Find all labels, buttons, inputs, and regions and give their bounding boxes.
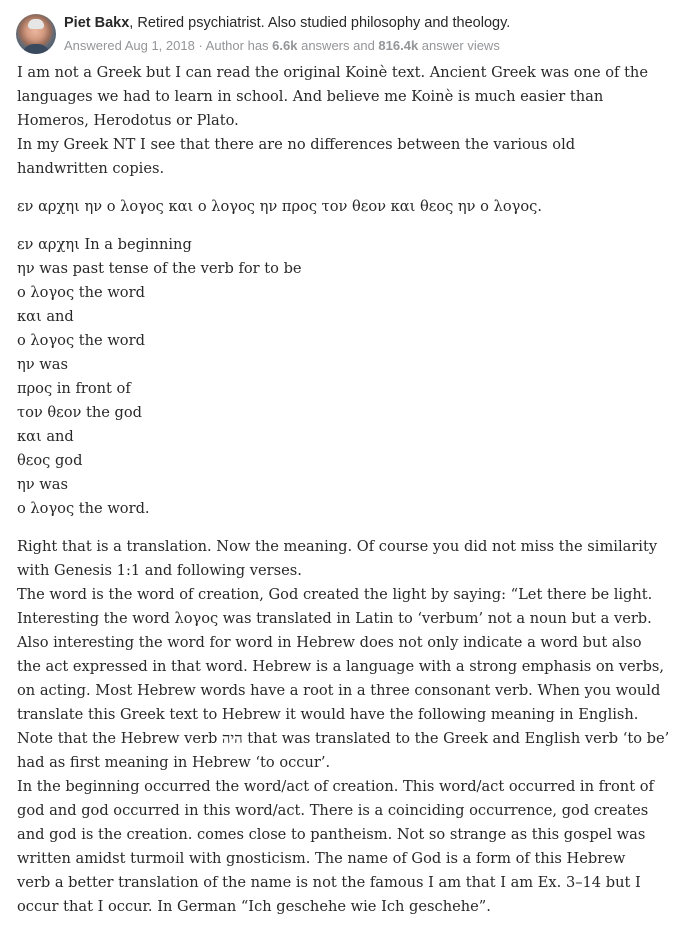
author-credential: , Retired psychiatrist. Also studied philosophy and theology. xyxy=(129,15,511,31)
text-line: In the beginning occurred the word/act of creation. This word/act occurred in front of xyxy=(17,778,654,795)
greek-verse: εν αρχηι ην ο λογος και ο λογος ην προς τον θεον και θεος ην ο λογος. xyxy=(17,198,542,215)
word-list-item: ο λογος the word xyxy=(17,284,145,301)
text-line: with Genesis 1:1 and following verses. xyxy=(17,562,302,579)
answered-prefix: Answered xyxy=(64,38,125,53)
answer-header xyxy=(16,14,666,58)
word-list-item: ην was past tense of the verb for to be xyxy=(17,260,302,277)
views-label: answer views xyxy=(418,38,500,53)
paragraph-gap xyxy=(17,521,662,535)
text-line: Homeros, Herodotus or Plato. xyxy=(17,112,239,129)
text-line: verb a better translation of the name is not the famous I am that I am Ex. 3–14 but I xyxy=(17,874,641,891)
text-line: languages we had to learn in school. And believe me Koinè is much easier than xyxy=(17,88,604,105)
author-credential-line xyxy=(64,15,510,31)
text-line: and god is the creation. comes close to pantheism. Not so strange as this gospel was xyxy=(17,826,646,843)
word-list-item: ο λογος the word xyxy=(17,332,145,349)
views-count: 816.4k xyxy=(378,38,419,53)
paragraph-gap xyxy=(17,219,662,233)
text-line: on acting. Most Hebrew words have a root in a three consonant verb. When you would xyxy=(17,682,661,699)
text-line: Note that the Hebrew verb היה that was translated to the Greek and English verb ‘to be’ xyxy=(17,730,670,747)
paragraph-gap xyxy=(17,181,662,195)
answers-label: answers and xyxy=(297,38,379,53)
text-line: occur that I occur. In German “Ich geschehe wie Ich geschehe”. xyxy=(17,898,491,915)
word-list-item: εν αρχηι In a beginning xyxy=(17,236,192,253)
word-list-item: και and xyxy=(17,308,74,325)
text-line: had as first meaning in Hebrew ‘to occur’. xyxy=(17,754,331,771)
word-list-item: ην was xyxy=(17,476,68,493)
text-line: the act expressed in that word. Hebrew is a language with a strong emphasis on verbs, xyxy=(17,658,665,675)
text-line: god and god occurred in this word/act. There is a coinciding occurrence, god creates xyxy=(17,802,649,819)
word-list-item: ο λογος the word. xyxy=(17,500,150,517)
answer-body xyxy=(17,61,670,919)
word-list-item: ην was xyxy=(17,356,68,373)
answers-count: 6.6k xyxy=(272,38,298,53)
word-list-item: προς in front of xyxy=(17,380,131,397)
answered-date-link[interactable]: Aug 1, 2018 xyxy=(124,38,195,53)
text-line: translate this Greek text to Hebrew it would have the following meaning in English. xyxy=(17,706,639,723)
text-line: handwritten copies. xyxy=(17,160,165,177)
text-line: Interesting the word λογος was translated in Latin to ‘verbum’ not a noun but a verb. xyxy=(17,610,652,627)
author-has-label: Author has xyxy=(205,38,273,53)
meta-separator: · xyxy=(194,38,206,53)
author-name-link[interactable]: Piet Bakx xyxy=(64,15,130,31)
text-line: written amidst turmoil with gnosticism. The name of God is a form of this Hebrew xyxy=(17,850,626,867)
answer-meta xyxy=(64,38,500,53)
word-list-item: και and xyxy=(17,428,74,445)
text-line: In my Greek NT I see that there are no differences between the various old xyxy=(17,136,576,153)
text-line: I am not a Greek but I can read the original Koinè text. Ancient Greek was one of the xyxy=(17,64,648,81)
text-line: Also interesting the word for word in Hebrew does not only indicate a word but also xyxy=(17,634,642,651)
text-line: The word is the word of creation, God created the light by saying: “Let there be light. xyxy=(17,586,653,603)
word-list-item: θεος god xyxy=(17,452,83,469)
author-avatar[interactable] xyxy=(16,14,56,54)
text-line: Right that is a translation. Now the meaning. Of course you did not miss the similarity xyxy=(17,538,658,555)
word-list-item: τον θεον the god xyxy=(17,404,143,421)
